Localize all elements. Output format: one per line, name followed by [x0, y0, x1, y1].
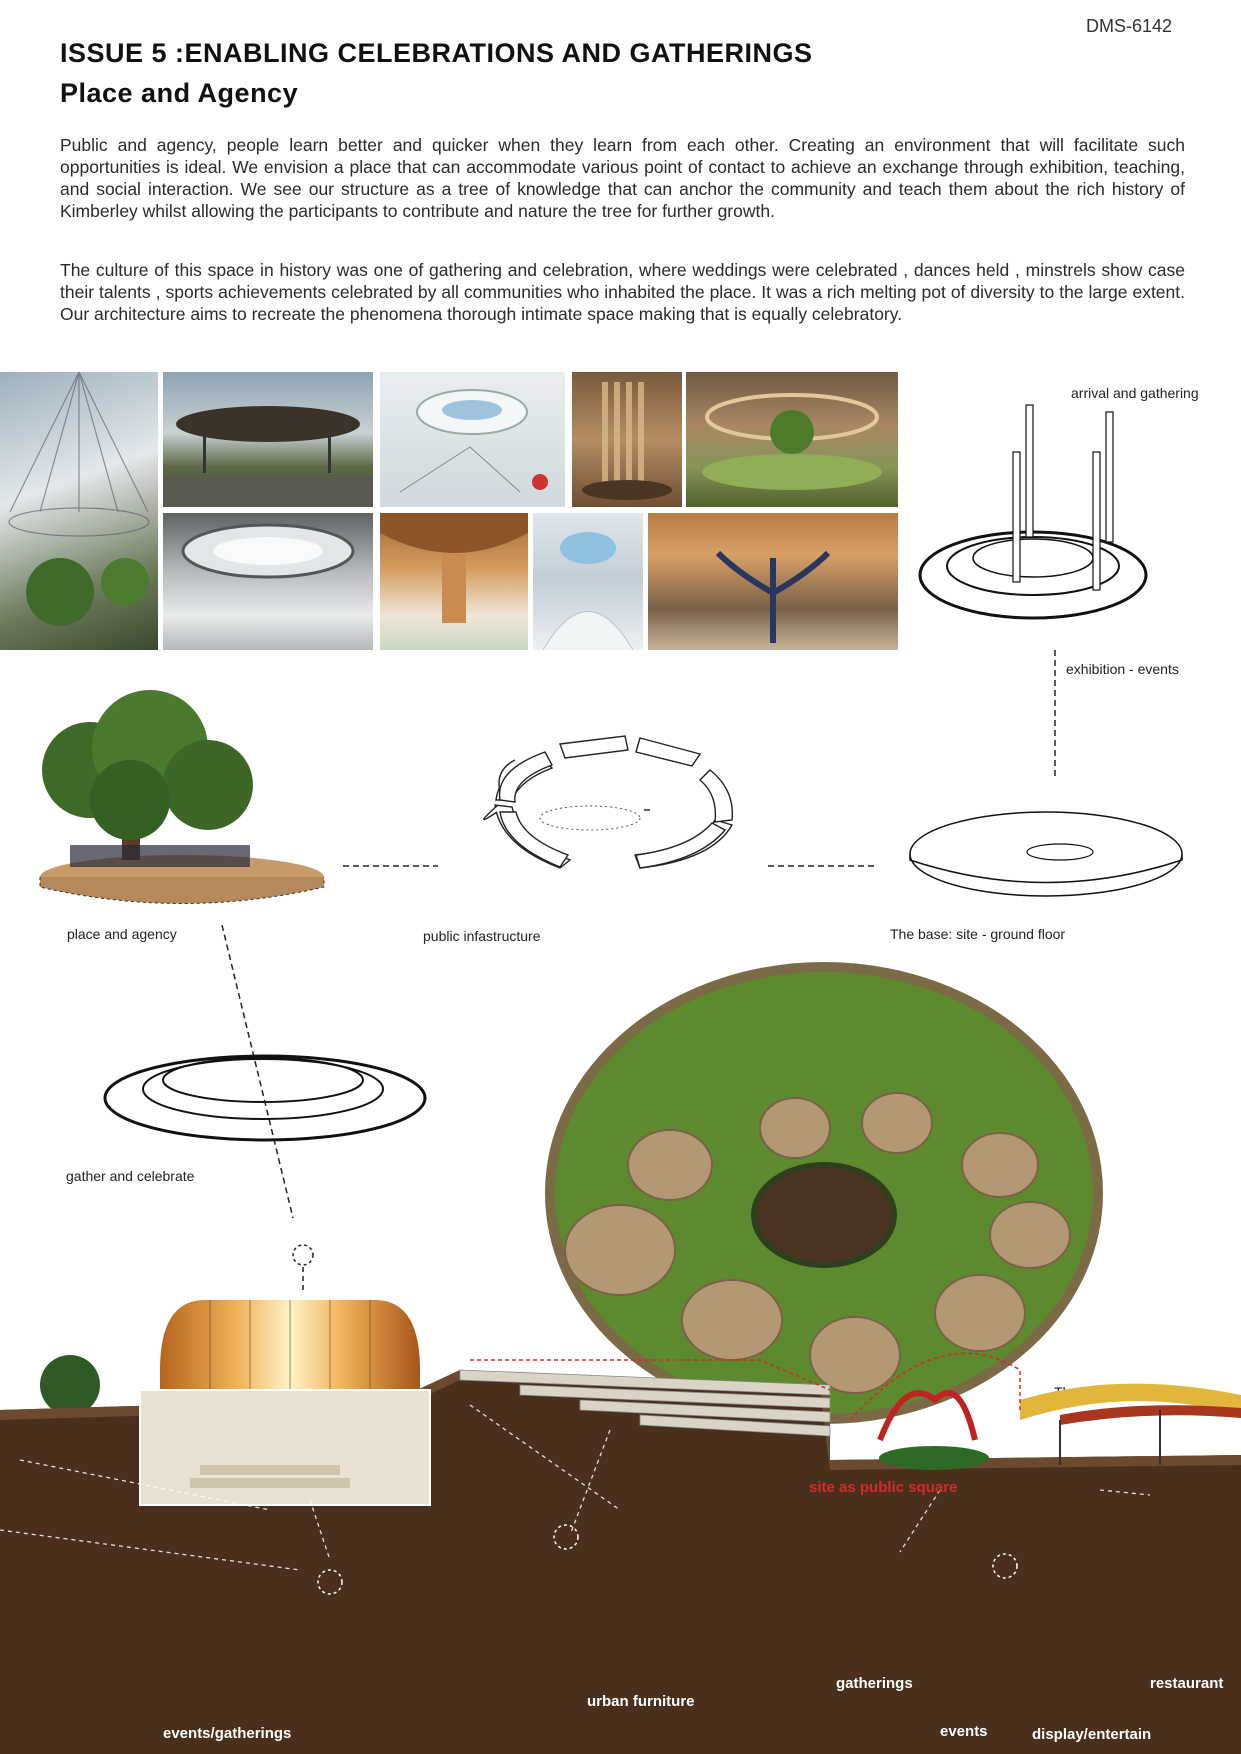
page-subtitle: Place and Agency [60, 78, 299, 108]
label-events: events [940, 1723, 988, 1740]
label-restaurant: restaurant [1150, 1675, 1224, 1692]
label-events-gatherings: events/gatherings [163, 1725, 292, 1742]
label-exhibition: exhibition - events [1066, 661, 1179, 677]
label-gatherings: gatherings [836, 1675, 913, 1692]
label-site-square: site as public square [809, 1479, 958, 1496]
infrastructure-ring-drawing [484, 736, 733, 876]
arrival-rings-drawing [920, 405, 1146, 618]
intro-paragraph: Public and agency, people learn better and quicker when they learn from each other. Creating an environment that will facilitate such opportunities is ideal. We envision a place that can accommodate various point of contact to achieve an exchange through exhibition, teaching, and social interaction. We see our structure as a tree of knowledge that can anchor the community and teach them about the rich history of Kimberley whilst allowing the participants to contribute and nature the tree for further growth. [60, 135, 1185, 221]
label-gather: gather and celebrate [66, 1168, 195, 1184]
label-place-agency: place and agency [67, 926, 177, 942]
label-display: display/entertain [1032, 1726, 1152, 1743]
label-base: The base: site - ground floor [890, 926, 1066, 942]
page-title: ISSUE 5 :ENABLING CELEBRATIONS AND GATHERINGS [60, 38, 813, 68]
base-disk-drawing [910, 812, 1182, 896]
document-id: DMS-6142 [1086, 16, 1173, 36]
label-arrival: arrival and gathering [1071, 385, 1199, 401]
gather-rings-drawing [105, 1056, 425, 1140]
history-paragraph: The culture of this space in history was one of gathering and celebration, where weddings were celebrated , dances held , minstrels show case their talents , sports achievements celebrated by all communities who inhabited the place. It was a rich melting pot of diversity to the large extent. Our architecture aims to recreate the phenomena thorough intimate space making that is equally celebratory. [60, 260, 1185, 324]
tree-photo [40, 690, 324, 904]
label-public-infra: public infastructure [423, 928, 541, 944]
site-section-drawing [0, 1290, 1241, 1754]
label-urban-furniture: urban furniture [587, 1693, 695, 1710]
